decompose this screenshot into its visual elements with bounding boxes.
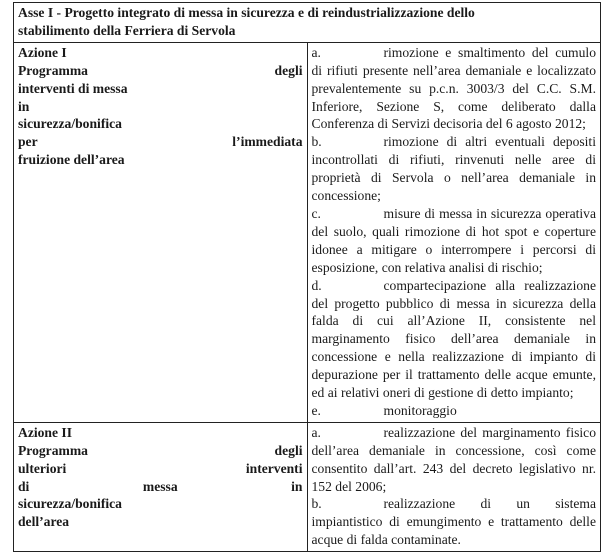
- table-row: [14, 42, 601, 422]
- list-item-letter: a.: [311, 424, 321, 440]
- list-item: [312, 133, 597, 205]
- list-item: [312, 495, 597, 549]
- action-label-word: di: [18, 478, 30, 494]
- list-item: [312, 205, 597, 277]
- action-label-cell: [14, 422, 308, 551]
- action-label-word: ulteriori: [18, 460, 67, 476]
- action-label-word: dell’area: [18, 514, 70, 530]
- action-label-word: in: [291, 478, 303, 494]
- list-item-text: rimozione e smaltimento del cumulo di rifiuti presente nell’area demaniale e localizzato prevalentemente su p.c.n. 3003/3 del C.C. S.M. Inferiore, Sezione S, come deliberato dalla Conferenza di Servizi decisoria del 6 agosto 2012;: [311, 44, 596, 132]
- action-label-word: interventi di messa: [18, 80, 128, 96]
- action-label-word: interventi: [245, 460, 303, 476]
- list-item-letter: b.: [311, 134, 322, 150]
- list-item: [312, 402, 597, 420]
- action-label-word: messa: [142, 478, 178, 494]
- header-line-1: Asse I - Progetto integrato di messa in sicurezza e di reindustrializzazione dello: [18, 5, 475, 20]
- action-label-line: [18, 115, 303, 133]
- list-item-text: compartecipazione alla realizzazione del progetto pubblico di messa in sicurezza della falda di cui all’Azione II, consistente nel marginamento fisico dell’area demaniale in concessione e nella realizzazione di impianto di depurazione per il trattamento delle acque emunte, ed ai relativi oneri di gestione di detto impianto;: [311, 277, 596, 401]
- action-label-word: Programma: [18, 442, 88, 458]
- action-label-word: l’immediata: [232, 134, 303, 150]
- list-item-letter: d.: [311, 277, 322, 293]
- action-label-word: degli: [274, 442, 303, 458]
- action-label-line: [18, 495, 303, 513]
- action-label-line: [18, 424, 303, 442]
- list-item-text: realizzazione di un sistema impiantistico di emungimento e trattamento delle acque di falda contaminate.: [311, 496, 596, 548]
- action-label-word: per: [18, 134, 38, 150]
- action-label-line: [18, 98, 303, 116]
- action-label-word: in: [18, 98, 30, 114]
- action-content-cell: [307, 42, 601, 422]
- action-label-word: sicurezza/bonifica: [18, 116, 122, 132]
- action-label-cell: [14, 42, 308, 422]
- table-row: [14, 422, 601, 551]
- action-label-line: [18, 133, 303, 151]
- list-item: [312, 424, 597, 496]
- table-header-cell: [14, 3, 601, 43]
- list-item-letter: e.: [311, 402, 321, 418]
- action-label-line: [18, 460, 303, 478]
- list-item-text: realizzazione del marginamento fisico dell’area demaniale in concessione, così come consentito dall’art. 243 del decreto legislativo nr. 152 del 2006;: [311, 424, 596, 494]
- table-header-row: [14, 3, 601, 43]
- list-item-letter: a.: [311, 44, 321, 60]
- action-label-line: [18, 62, 303, 80]
- list-item-text: misure di messa in sicurezza operativa del suolo, quali rimozione di hot spot e coperture idonee a mitigare o interrompere i percorsi di esposizione, con relativa analisi di rischio;: [311, 205, 596, 275]
- header-line-2: stabilimento della Ferriera di Servola: [18, 22, 236, 38]
- action-label-word: sicurezza/bonifica: [18, 496, 122, 512]
- list-item-text: rimozione di altri eventuali depositi incontrollati di rifiuti, rinvenuti nelle aree di proprietà di Servola o nell’area demaniale in concessione;: [311, 134, 596, 204]
- project-table: [13, 2, 601, 552]
- action-label-line: [18, 80, 303, 98]
- action-label-line: [18, 151, 303, 169]
- action-label-word: Azione I: [18, 44, 67, 60]
- list-item-letter: c.: [311, 205, 321, 221]
- list-item: [312, 44, 597, 134]
- list-item: [312, 277, 597, 402]
- action-label-word: Azione II: [18, 424, 72, 440]
- action-content-cell: [307, 422, 601, 551]
- action-label-line: [18, 442, 303, 460]
- list-item-text: monitoraggio: [383, 402, 457, 418]
- list-item-letter: b.: [311, 496, 322, 512]
- action-label-word: degli: [274, 62, 303, 78]
- action-label-line: [18, 478, 303, 496]
- document-page: [13, 2, 601, 552]
- action-label-line: [18, 44, 303, 62]
- action-label-line: [18, 513, 303, 531]
- action-label-word: fruizione dell’area: [18, 152, 125, 168]
- action-label-word: Programma: [18, 62, 88, 78]
